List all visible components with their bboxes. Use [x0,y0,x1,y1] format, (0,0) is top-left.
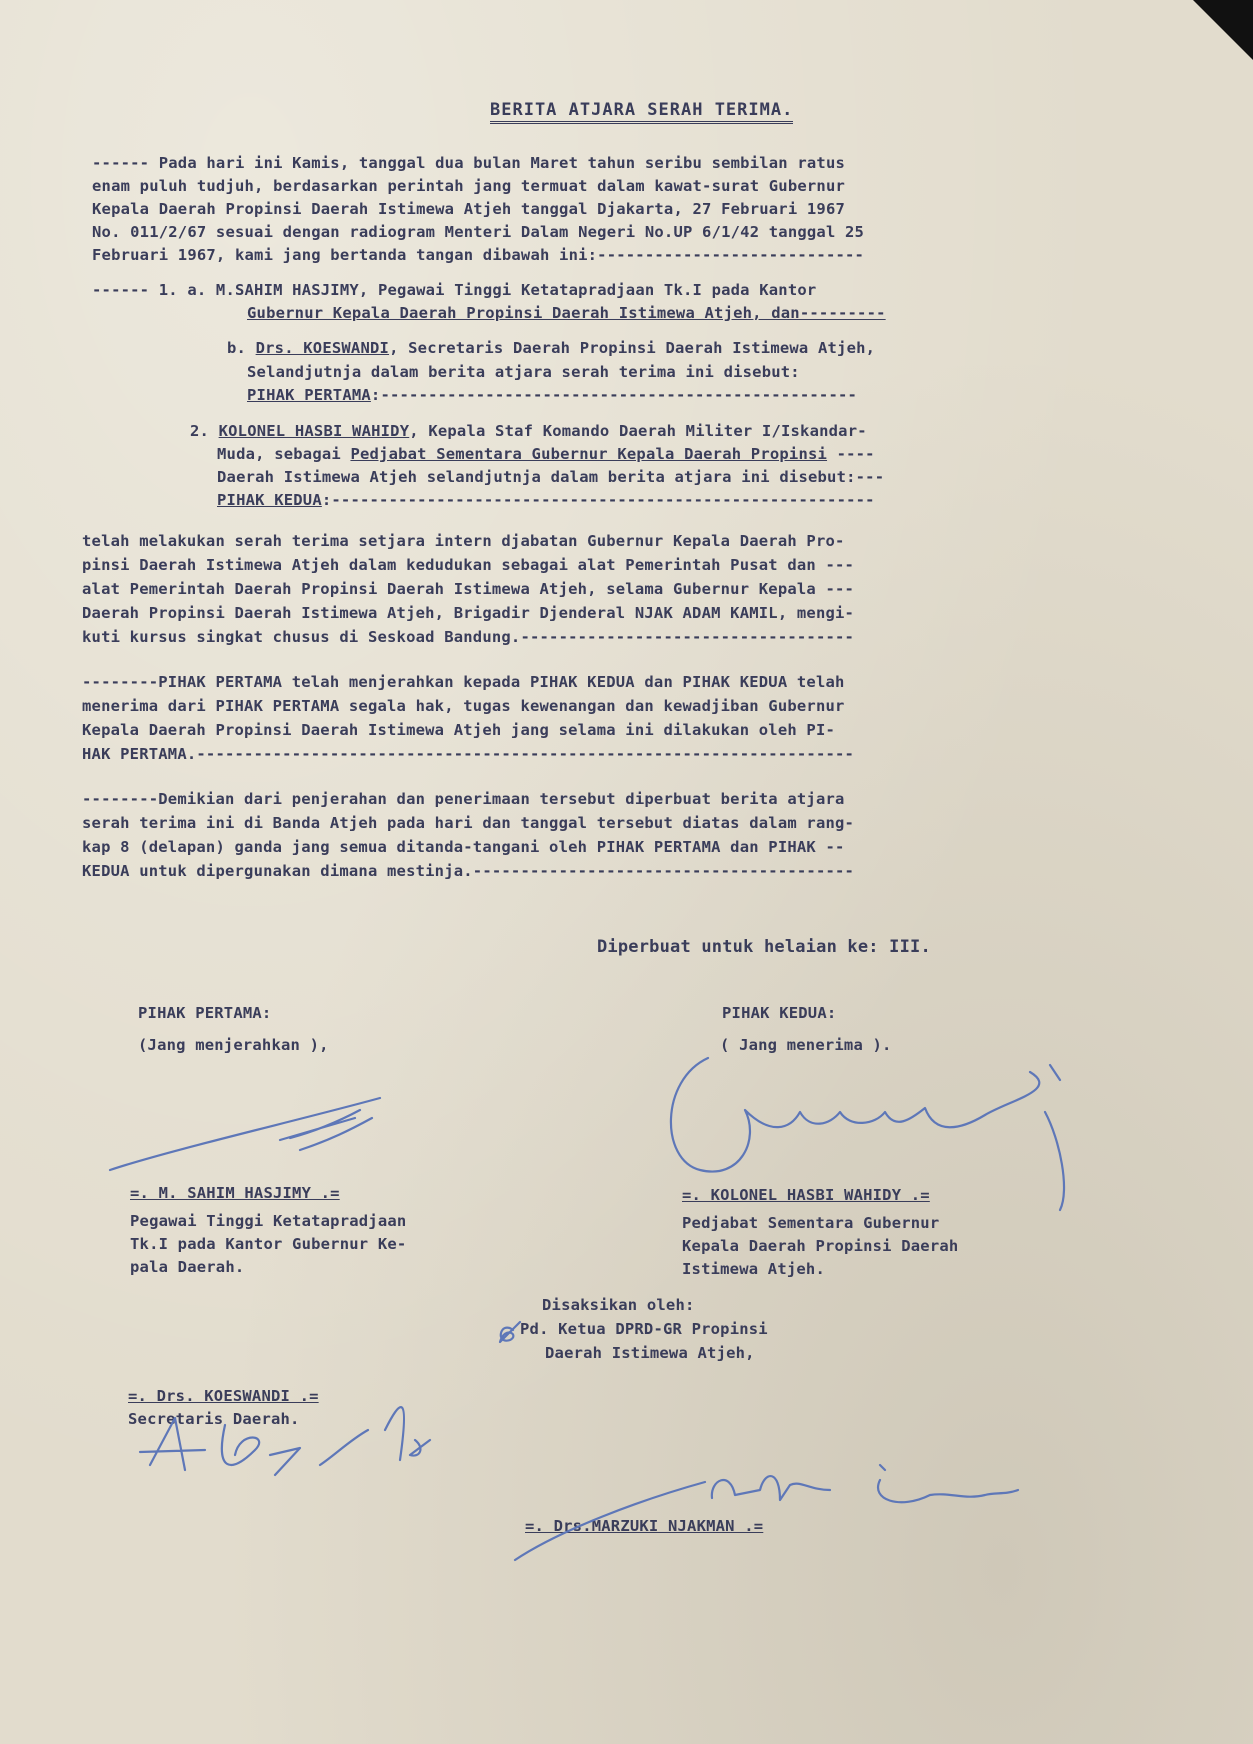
para3-line: KEDUA untuk dipergunakan dimana mestinja.---------------------------------------- [82,862,855,880]
party1-b-line2: Selandjutnja dalam berita atjara serah terima ini disebut: [247,363,800,381]
party2-line3: Daerah Istimewa Atjeh selandjutnja dalam berita atjara ini disebut:--- [217,468,885,486]
signature-witness-mark [500,1322,520,1342]
para1-line: alat Pemerintah Daerah Propinsi Daerah Istimewa Atjeh, selama Gubernur Kepala --- [82,580,855,598]
intro-line: Februari 1967, kami jang bertanda tangan dibawah ini:---------------------------- [92,246,865,264]
left-signatory-1-title: Pegawai Tinggi Ketatapradjaan [130,1212,407,1230]
witness-title: Daerah Istimewa Atjeh, [545,1344,755,1362]
right-signatory-title: Pedjabat Sementara Gubernur [682,1214,940,1232]
para1-line: Daerah Propinsi Daerah Istimewa Atjeh, Brigadir Djenderal NJAK ADAM KAMIL, mengi- [82,604,855,622]
witness-title: Pd. Ketua DPRD-GR Propinsi [520,1320,768,1338]
copy-note: Diperbuat untuk helaian ke: III. [597,937,931,957]
intro-line: Kepala Daerah Propinsi Daerah Istimewa Atjeh tanggal Djakarta, 27 Februari 1967 [92,200,846,218]
signature-hasbi [671,1058,1064,1210]
para2-line: --------PIHAK PERTAMA telah menjerahkan kepada PIHAK KEDUA dan PIHAK KEDUA telah [82,673,845,691]
para3-line: --------Demikian dari penjerahan dan penerimaan tersebut diperbuat berita atjara [82,790,845,808]
para2-line: menerima dari PIHAK PERTAMA segala hak, tugas kewenangan dan kewadjiban Gubernur [82,697,845,715]
party2-line1: 2. KOLONEL HASBI WAHIDY, Kepala Staf Komando Daerah Militer I/Iskandar- [190,422,867,440]
intro-line: No. 011/2/67 sesuai dengan radiogram Menteri Dalam Negeri No.UP 6/1/42 tanggal 25 [92,223,865,241]
left-signatory-1-title: pala Daerah. [130,1258,245,1276]
right-signatory-title: Istimewa Atjeh. [682,1260,825,1278]
party1-b-label-line: PIHAK PERTAMA:-------------------------------------------------- [247,386,858,404]
right-signatory-name: =. KOLONEL HASBI WAHIDY .= [682,1186,930,1204]
intro-line: ------ Pada hari ini Kamis, tanggal dua bulan Maret tahun seribu sembilan ratus [92,154,846,172]
pihak-pertama-label: PIHAK PERTAMA [247,386,371,404]
para2-line: Kepala Daerah Propinsi Daerah Istimewa Atjeh jang selama ini dilakukan oleh PI- [82,721,836,739]
intro-line: enam puluh tudjuh, berdasarkan perintah jang termuat dalam kawat-surat Gubernur [92,177,846,195]
party2-name: KOLONEL HASBI WAHIDY [218,422,410,440]
party2-line2: Muda, sebagai Pedjabat Sementara Gubernur Kepala Daerah Propinsi ---- [217,445,875,463]
left-party-label: PIHAK PERTAMA: [138,1004,272,1022]
signature-marzuki [515,1465,1018,1560]
para3-line: serah terima ini di Banda Atjeh pada hari dan tanggal tersebut diatas dalam rang- [82,814,855,832]
left-signatory-1-name: =. M. SAHIM HASJIMY .= [130,1184,340,1202]
witness-name: =. Drs.MARZUKI NJAKMAN .= [525,1517,764,1535]
right-party-label: PIHAK KEDUA: [722,1004,837,1022]
right-signatory-title: Kepala Daerah Propinsi Daerah [682,1237,959,1255]
pihak-kedua-label: PIHAK KEDUA [217,491,322,509]
para1-line: telah melakukan serah terima setjara intern djabatan Gubernur Kepala Daerah Pro- [82,532,845,550]
party1-a-name: M.SAHIM HASJIMY [215,281,359,299]
party1-a-prefix: ------ 1. a. [92,281,216,299]
para3-line: kap 8 (delapan) ganda jang semua ditanda-tangani oleh PIHAK PERTAMA dan PIHAK -- [82,838,845,856]
party1-a-rest: , Pegawai Tinggi Ketatapradjaan Tk.I pada Kantor [358,281,817,299]
signature-koeswandi [140,1407,430,1475]
left-signatory-1-title: Tk.I pada Kantor Gubernur Ke- [130,1235,407,1253]
para1-line: pinsi Daerah Istimewa Atjeh dalam kedudukan sebagai alat Pemerintah Pusat dan --- [82,556,855,574]
party1-b-line1: b. Drs. KOESWANDI, Secretaris Daerah Propinsi Daerah Istimewa Atjeh, [227,339,876,357]
party1-a-line2: Gubernur Kepala Daerah Propinsi Daerah Istimewa Atjeh, dan--------- [247,304,886,322]
signature-sahim [110,1098,380,1170]
left-party-role: (Jang menjerahkan ), [138,1036,329,1054]
document-title: BERITA ATJARA SERAH TERIMA. [490,100,793,124]
party2-label-line: PIHAK KEDUA:--------------------------------------------------------- [217,491,875,509]
left-signatory-2-title: Secretaris Daerah. [128,1410,300,1428]
para2-line: HAK PERTAMA.--------------------------------------------------------------------- [82,745,855,763]
party1-b-name: Drs. KOESWANDI [255,339,390,357]
right-party-role: ( Jang menerima ). [720,1036,892,1054]
witness-label: Disaksikan oleh: [542,1296,695,1314]
para1-line: kuti kursus singkat chusus di Seskoad Bandung.----------------------------------- [82,628,855,646]
left-signatory-2-name: =. Drs. KOESWANDI .= [128,1387,319,1405]
